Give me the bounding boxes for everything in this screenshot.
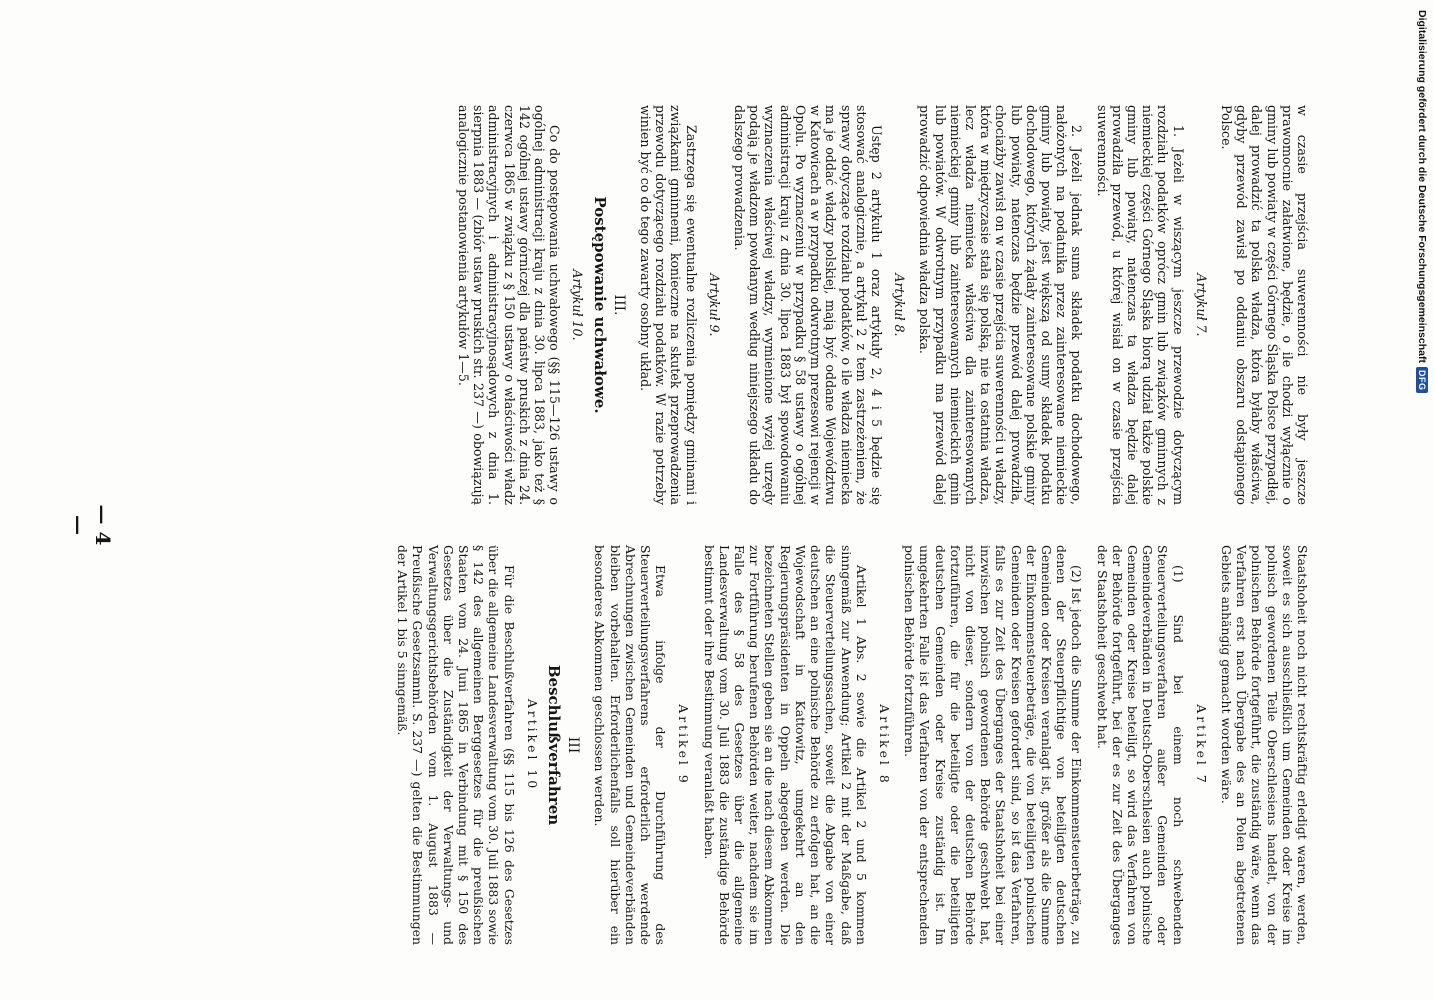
german-article-10-heading: Artikel 10	[524, 698, 540, 792]
polish-article-10-para-1: Co do postępowania uchwałowego (§§ 115—126 ustawy o ogólnej administracji kraju z dnia 30. lipca 1883, jako też § 142 ogólnej ustawy górniczej dla państw pruskich z dnia 24. czerwca 1865 w związku z § 150 ustawy o właściwości władz administracyjnych i administracyjnosądowych z dnia 1. sierpnia 1883 — (zbiór ustaw pruskich str. 237 —) obowiązują analogicznie postanowienia artykułów 1—5.	[456, 105, 563, 505]
scanned-page	[67, 95, 1310, 955]
polish-section-3-number: III.	[610, 294, 627, 316]
german-article-7-para-2: (2) Ist jedoch die Summe der Einkommensteuerbeträge, zu denen der Steuerpflichtige von beteiligten deutschen Gemeinden oder Kreisen veranlagt ist, größer als die Summe der Einkommensteuerbeträge, die von beteiligten polnischen Gemeinden oder Kreisen gefordert sind, so ist das Verfahren, falls es zur Zeit des Überganges der Staatshoheit bei einer inzwischen polnisch gewordenen Behörde geschwebt hat, nicht von dieser, sondern von der deutschen Behörde fortzuführen, die für die beteiligte oder die beteiligten deutschen Gemeinden oder Kreise zuständig ist. Im umgekehrten Falle ist das Verfahren von der entsprechenden polnischen Behörde fortzuführen.	[902, 545, 1085, 945]
polish-intro: w czasie przejścia suwerenności nie były jeszcze prawomocnie załatwione, będzie, o ile chodzi wyłącznie o gminy lub powiaty w części Górnego Śląska Polsce przypadłej, dalej prowadzić ta polska władza, która byłaby właściwa, gdyby przewód zawisł po oddaniu obszaru odstąpionego Polsce.	[1218, 105, 1310, 505]
german-column	[385, 545, 1310, 945]
polish-article-8-heading: Artykuł 8.	[892, 273, 908, 337]
german-article-9-heading: Artikel 9	[676, 704, 692, 786]
german-article-8-heading: Artikel 8	[876, 704, 892, 786]
page-number: — 4 —	[67, 504, 115, 546]
polish-article-10-heading: Artykuł 10.	[570, 269, 586, 341]
dfg-credit-text: Digitalisierung gefördert durch die Deutsche Forschungsgemeinschaft	[1416, 10, 1428, 363]
german-section-3-title: Beschlußverfahren	[545, 664, 564, 826]
polish-article-9-heading: Artykuł 9.	[706, 273, 722, 337]
polish-article-8-para-1: Ustęp 2 artykułu 1 oraz artykuły 2, 4 i 5 będzie się stosować analogicznie, a artykuł 2 z tem zastrzeżeniem, że sprawy dotyczące rozdziału podatków, o ile władza niemiecka ma je oddać władzy polskiej, mają być oddane Województwu w Katowicach a w przypadku odwrotnym prezesowi rejencji w Opolu. Po wyznaczeniu w przypadku § 58 ustawy o ogólnej administracji kraju z dnia 30. lipca 1883 był spowodowaniu wyznaczenia właściwej władzy, wymienione wyżej urzędy podają je władzom powołanym według niniejszego układu do dalszego prowadzenia.	[732, 105, 884, 505]
german-article-7-para-1: (1) Sind bei einem noch schwebenden Steuerverteilungsverfahren außer Gemeinden oder Gemeindeverbänden in Deutsch-Oberschlesien auch polnische Gemeinden oder Kreise beteiligt, so wird das Verfahren von der Behörde fortgeführt, bei der es zur Zeit des Überganges der Staatshoheit geschwebt hat.	[1094, 545, 1186, 945]
german-article-10-para-1: Für die Beschlußverfahren (§§ 115 bis 126 des Gesetzes über die allgemeine Landesverwaltung vom 30. Juli 1883 sowie § 142 des allgemeinen Berggesetzes für die preußischen Staaten vom 24. Juni 1865 in Verbindung mit § 150 des Gesetzes über die Zuständigkeit der Verwaltungs- und Verwaltungsgerichtsbehörden vom 1. August 1883 — Preußische Gesetzsamml. S. 237 —) gelten die Bestimmungen der Artikel 1 bis 5 sinngemäß.	[395, 545, 517, 945]
german-article-8-para-1: Artikel 1 Abs. 2 sowie die Artikel 2 und 5 kommen sinngemäß zur Anwendung; Artikel 2 mit der Maßgabe, daß die Steuerverteilungssachen, soweit die Abgabe von einer deutschen an eine polnische Behörde zu erfolgen hat, an die Wojewodschaft in Kattowitz, umgekehrt an den Regierungspräsidenten in Oppeln abgegeben werden. Die bezeichneten Stellen geben sie an die nach diesem Abkommen zur Fortführung berufenen Behörden weiter, nachdem sie im Falle des § 58 des Gesetzes über die allgemeine Landesverwaltung vom 30. Juli 1883 die zuständige Behörde bestimmt oder ihre Bestimmung veranlaßt haben.	[701, 545, 869, 945]
german-article-7-heading: Artikel 7	[1193, 704, 1209, 786]
dfg-logo: DFG	[1416, 367, 1428, 394]
dfg-credit	[1416, 10, 1428, 393]
polish-column	[446, 105, 1310, 505]
german-section-3-number: III	[565, 736, 582, 754]
german-intro: Staatshoheit noch nicht rechtskräftig erledigt waren, werden, soweit es sich ausschließlich um Gemeinden oder Kreise im polnisch gewordenen Teile Oberschlesiens handelt, von der polnischen Behörde fortgeführt, die zuständig wäre, wenn das Verfahren erst nach Übergabe des an Polen abgetretenen Gebiets anhängig gemacht worden wäre.	[1218, 545, 1310, 945]
polish-article-7-para-2: 2. Jeżeli jednak suma składek podatku dochodowego, nałożonych na podatnika przez zainteresowane niemieckie gminy lub powiaty, jest większą od sumy składek podatku dochodowego, których żądały zainteresowane polskie gminy lub powiaty, natenczas będzie przewód dalej prowadziła, chociażby zawisł on w czasie przejścia suwerenności u władzy, która w międzyczasie stała się polską, nie ta ostatnia władza, lecz władza niemiecka właściwa dla zainteresowanych niemieckiej gminy lub zainteresowanych niemieckich gmin lub powiatów. W odwrotnym przypadku ma przewód dalej prowadzić odpowiednia władza polska.	[917, 105, 1085, 505]
polish-article-9-para-1: Zastrzega się ewentualne rozliczenia pomiędzy gminami i związkami gminnemi, konieczne na skutek przeprowadzenia przewodu dotyczącego rozdziału podatków. W razie potrzeby winien być co do tego zawarty osobny układ.	[638, 105, 699, 505]
polish-section-3-title: Postępowanie uchwałowe.	[590, 196, 609, 414]
dfg-sidebar	[1412, 0, 1434, 1000]
polish-article-7-heading: Artykuł 7.	[1193, 273, 1209, 337]
polish-article-7-para-1: 1. Jeżeli w wiszącym jeszcze przewodzie dotyczącym rozdziału podatków oprócz gmin lub związków gminnych z niemieckiej części Górnego Śląska biorą udział także polskie gminy lub powiaty, natenczas ta władza będzie dalej prowadziła przewód, u której wisiał on w czasie przejścia suwerenności.	[1094, 105, 1186, 505]
german-article-9-para-1: Etwa infolge der Durchführung des Steuerverteilungsverfahrens erforderlich werdende Abrechnungen zwischen Gemeinden und Gemeindeverbänden bleiben vorbehalten. Erforderlichenfalls soll hierüber ein besonderes Abkommen geschlossen werden.	[592, 545, 669, 945]
